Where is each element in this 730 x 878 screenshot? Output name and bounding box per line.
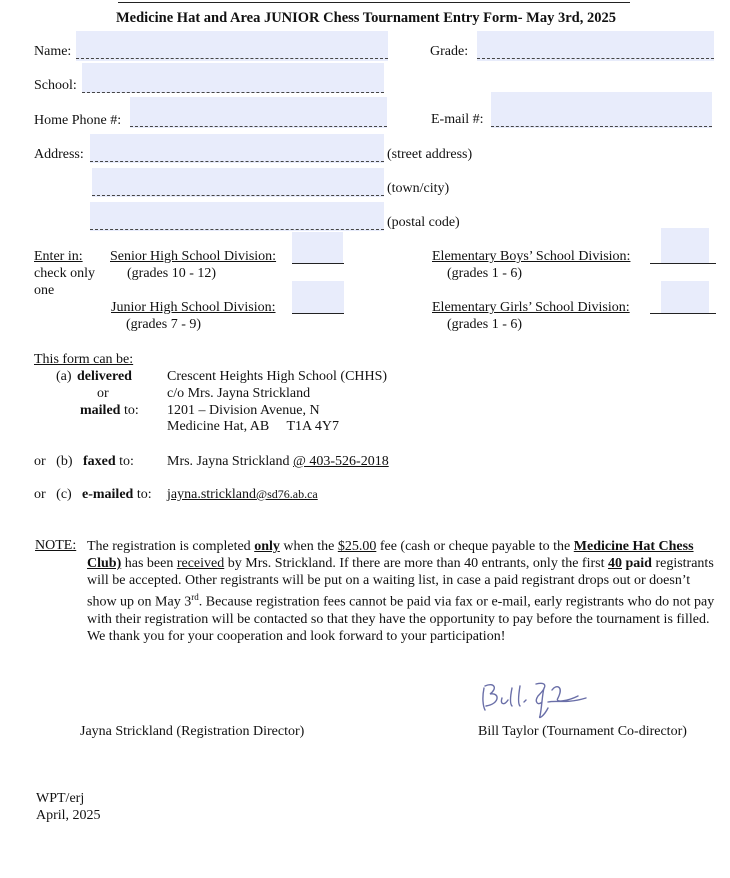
grade-label: Grade: [430, 44, 469, 59]
school-label: School: [34, 78, 77, 93]
town-city-field[interactable] [92, 168, 384, 197]
street-address-field[interactable] [90, 134, 384, 163]
home-phone-field[interactable] [130, 97, 387, 128]
elem-girls-check-line [650, 313, 716, 314]
postal-code-field[interactable] [90, 202, 384, 231]
elem-girls-division-checkbox[interactable] [661, 281, 709, 314]
form-title: Medicine Hat and Area JUNIOR Chess Tournament Entry Form- May 3rd, 2025 [116, 10, 616, 26]
junior-division-label: Junior High School Division: [111, 300, 276, 315]
delivered-label: delivered [77, 369, 132, 384]
senior-check-line [292, 263, 344, 264]
home-phone-label: Home Phone #: [34, 113, 122, 128]
school-field[interactable] [82, 63, 384, 93]
mail-address-line-2: c/o Mrs. Jayna Strickland [167, 386, 311, 401]
submission-heading: This form can be: [34, 352, 134, 367]
email-underline [491, 126, 712, 127]
faxed-to-label: faxed to: [83, 454, 134, 469]
top-rule [118, 2, 630, 3]
email-label: E-mail #: [431, 112, 484, 127]
email-field[interactable] [491, 92, 712, 128]
fax-details: Mrs. Jayna Strickland @ 403-526-2018 [167, 454, 389, 469]
elem-girls-grades: (grades 1 - 6) [447, 317, 523, 332]
grade-underline [477, 58, 714, 59]
senior-division-checkbox[interactable] [292, 232, 343, 264]
elem-boys-grades: (grades 1 - 6) [447, 266, 523, 281]
option-a-prefix: (a) [56, 369, 72, 384]
junior-division-checkbox[interactable] [292, 281, 344, 314]
email-address-link[interactable]: jayna.strickland@sd76.ab.ca [167, 487, 318, 502]
name-field[interactable] [76, 31, 388, 61]
elem-boys-division-label: Elementary Boys’ School Division: [432, 249, 631, 264]
tournament-codirector-signature: Bill Taylor (Tournament Co-director) [478, 724, 687, 739]
postal-hint: (postal code) [387, 215, 460, 230]
mail-address-line-3: 1201 – Division Avenue, N [167, 403, 320, 418]
street-underline [90, 161, 384, 162]
senior-grades: (grades 10 - 12) [127, 266, 217, 281]
emailed-to-label: e-mailed to: [82, 487, 152, 502]
enter-in-label: Enter in: [34, 249, 83, 264]
or-label: or [97, 386, 109, 401]
mailed-to-label: mailed to: [80, 403, 139, 418]
elem-boys-division-checkbox[interactable] [661, 228, 709, 264]
town-underline [92, 195, 384, 196]
street-hint: (street address) [387, 147, 473, 162]
elem-boys-check-line [650, 263, 716, 264]
postal-underline [90, 229, 384, 230]
mail-address-line-4: Medicine Hat, AB T1A 4Y7 [167, 419, 340, 434]
mail-address-line-1: Crescent Heights High School (CHHS) [167, 369, 388, 384]
footer-date: April, 2025 [36, 808, 101, 823]
senior-division-label: Senior High School Division: [110, 249, 277, 264]
registration-director-signature: Jayna Strickland (Registration Director) [80, 724, 305, 739]
junior-check-line [292, 313, 344, 314]
town-hint: (town/city) [387, 181, 450, 196]
grade-field[interactable] [477, 31, 714, 61]
school-underline [82, 92, 384, 93]
name-underline [76, 58, 388, 59]
note-paragraph: The registration is completed only when the $25.00 fee (cash or cheque payable to the Medicine Hat Chess Club) has been received by Mrs. Strickland. If there are more than 40 entrants, only the first 40 paid registrants will be accepted. Other registrants will be put on a waiting list, in case a paid registrant drops out or doesn’t show up on May 3rd. Because registration fees cannot be paid via fax or e-mail, early registrants who do not pay with their registration will be contacted so that they have the opportunity to pay before the tournament is filled. We thank you for your cooperation and look forward to your participation! [87, 539, 715, 644]
fax-number-link[interactable]: @ 403-526-2018 [292, 454, 389, 469]
elem-girls-division-label: Elementary Girls’ School Division: [432, 300, 630, 315]
address-label: Address: [34, 147, 84, 162]
note-label: NOTE: [35, 538, 77, 553]
check-only-label: check only [34, 266, 96, 281]
one-label: one [34, 283, 55, 298]
option-c-prefix: or (c) [34, 487, 72, 502]
name-label: Name: [34, 44, 72, 59]
footer-initials: WPT/erj [36, 791, 85, 806]
junior-grades: (grades 7 - 9) [126, 317, 202, 332]
signature-image [478, 676, 593, 720]
home-phone-underline [130, 126, 387, 127]
option-b-prefix: or (b) [34, 454, 73, 469]
